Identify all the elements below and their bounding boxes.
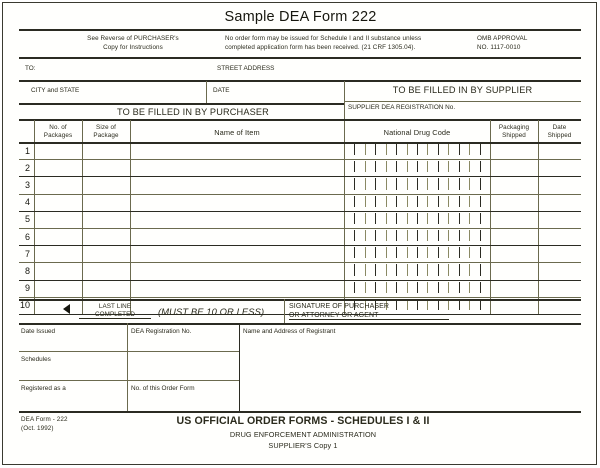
ndc-tick bbox=[375, 230, 376, 241]
rule-dateissued-bottom bbox=[19, 351, 239, 352]
ndc-tick bbox=[417, 213, 418, 224]
col-date-shipped-line2: Shipped bbox=[547, 132, 572, 139]
cell-date-shipped-row-8[interactable] bbox=[538, 263, 581, 278]
ndc-tick bbox=[427, 213, 428, 224]
cell-name-of-item-row-1[interactable] bbox=[130, 143, 344, 158]
ndc-tick bbox=[480, 230, 481, 241]
rule-header-bottom bbox=[19, 57, 581, 59]
ndc-tick bbox=[354, 161, 355, 172]
omb-approval-line2: NO. 1117-0010 bbox=[477, 44, 521, 51]
cell-packaging-shipped-row-3[interactable] bbox=[490, 177, 538, 192]
footer-main-line: US OFFICIAL ORDER FORMS - SCHEDULES I & II bbox=[176, 415, 430, 427]
ndc-tick bbox=[448, 196, 449, 207]
ndc-tick bbox=[417, 282, 418, 293]
row-number: 4 bbox=[24, 197, 30, 208]
cell-size-of-package-row-6[interactable] bbox=[82, 229, 130, 244]
row-number: 2 bbox=[24, 162, 30, 173]
ndc-tick bbox=[365, 161, 366, 172]
divider-lastline-signature bbox=[284, 299, 285, 323]
ndc-tick bbox=[448, 178, 449, 189]
row-number: 9 bbox=[24, 283, 30, 294]
col-no-of-packages-line2: Packages bbox=[43, 132, 73, 139]
cell-size-of-package-row-8[interactable] bbox=[82, 263, 130, 278]
ndc-tick bbox=[480, 178, 481, 189]
row-number: 10 bbox=[19, 300, 30, 311]
ndc-tick bbox=[469, 161, 470, 172]
ndc-tick bbox=[427, 161, 428, 172]
ndc-tick bbox=[386, 282, 387, 293]
ndc-tick bbox=[427, 144, 428, 155]
purchaser-banner: TO BE FILLED IN BY PURCHASER bbox=[117, 107, 269, 117]
ndc-tick bbox=[448, 144, 449, 155]
ndc-tick bbox=[459, 196, 460, 207]
ndc-tick bbox=[417, 264, 418, 275]
cell-name-of-item-row-3[interactable] bbox=[130, 177, 344, 192]
schedules-label: Schedules bbox=[21, 356, 51, 363]
ndc-tick bbox=[407, 178, 408, 189]
ndc-tick bbox=[480, 247, 481, 258]
ndc-tick bbox=[354, 264, 355, 275]
ndc-tick bbox=[375, 282, 376, 293]
cell-packaging-shipped-row-7[interactable] bbox=[490, 246, 538, 261]
ndc-tick bbox=[417, 178, 418, 189]
ndc-tick bbox=[375, 213, 376, 224]
ndc-tick bbox=[375, 178, 376, 189]
row-number: 5 bbox=[24, 214, 30, 225]
ndc-tick bbox=[459, 178, 460, 189]
ndc-tick bbox=[417, 230, 418, 241]
cell-size-of-package-row-4[interactable] bbox=[82, 195, 130, 210]
rule-lastline-top bbox=[19, 299, 581, 301]
ndc-tick bbox=[469, 230, 470, 241]
ndc-tick bbox=[459, 144, 460, 155]
cell-no-of-packages-row-4[interactable] bbox=[34, 195, 82, 210]
signature-label-line1: SIGNATURE OF PURCHASER bbox=[289, 303, 390, 310]
last-line-note: (MUST BE 10 OR LESS) bbox=[158, 306, 265, 317]
ndc-tick bbox=[448, 161, 449, 172]
ndc-tick bbox=[386, 247, 387, 258]
cell-name-of-item-row-2[interactable] bbox=[130, 160, 344, 175]
cell-packaging-shipped-row-4[interactable] bbox=[490, 195, 538, 210]
ndc-tick bbox=[375, 247, 376, 258]
ndc-tick bbox=[386, 213, 387, 224]
col-size-of-package-line1: Size of bbox=[96, 124, 116, 131]
ndc-tick bbox=[396, 213, 397, 224]
cell-size-of-package-row-2[interactable] bbox=[82, 160, 130, 175]
page-title: Sample DEA Form 222 bbox=[224, 9, 377, 25]
ndc-tick bbox=[386, 230, 387, 241]
ndc-tick bbox=[354, 178, 355, 189]
ndc-tick bbox=[438, 230, 439, 241]
ndc-tick bbox=[396, 230, 397, 241]
col-name-of-item: Name of Item bbox=[214, 128, 260, 137]
cell-name-of-item-row-5[interactable] bbox=[130, 212, 344, 227]
ndc-tick bbox=[469, 247, 470, 258]
col-packaging-shipped-line2: Shipped bbox=[502, 132, 526, 139]
ndc-tick bbox=[459, 213, 460, 224]
ndc-tick bbox=[438, 161, 439, 172]
ndc-tick bbox=[427, 247, 428, 258]
ndc-tick bbox=[396, 282, 397, 293]
cell-date-shipped-row-6[interactable] bbox=[538, 229, 581, 244]
cell-no-of-packages-row-6[interactable] bbox=[34, 229, 82, 244]
col-size-of-package-line2: Package bbox=[93, 132, 119, 139]
rule-schedules-bottom bbox=[19, 380, 239, 381]
ndc-tick bbox=[365, 264, 366, 275]
ndc-tick bbox=[480, 196, 481, 207]
col-national-drug-code: National Drug Code bbox=[383, 128, 451, 137]
ndc-tick bbox=[469, 282, 470, 293]
ndc-tick bbox=[448, 264, 449, 275]
ndc-tick bbox=[469, 144, 470, 155]
rule-lastline-bottom bbox=[19, 323, 581, 325]
cell-date-shipped-row-4[interactable] bbox=[538, 195, 581, 210]
cell-name-of-item-row-4[interactable] bbox=[130, 195, 344, 210]
ndc-tick bbox=[417, 144, 418, 155]
ndc-tick bbox=[427, 230, 428, 241]
footer-agency: DRUG ENFORCEMENT ADMINISTRATION bbox=[229, 430, 377, 439]
ndc-tick bbox=[480, 213, 481, 224]
reverse-note-line1: See Reverse of PURCHASER's bbox=[87, 35, 179, 42]
ndc-tick bbox=[427, 282, 428, 293]
to-label: TO: bbox=[25, 65, 36, 72]
ndc-tick bbox=[375, 144, 376, 155]
ndc-tick bbox=[438, 196, 439, 207]
row-number: 6 bbox=[24, 231, 30, 242]
ndc-tick bbox=[365, 144, 366, 155]
cell-date-shipped-row-2[interactable] bbox=[538, 160, 581, 175]
ndc-tick bbox=[407, 264, 408, 275]
rule-header-top bbox=[19, 29, 581, 31]
order-note-line1: No order form may be issued for Schedule I and II substance unless bbox=[225, 35, 422, 42]
ndc-tick bbox=[417, 196, 418, 207]
ndc-tick bbox=[375, 196, 376, 207]
divider-left-right-fields bbox=[239, 323, 240, 411]
ndc-tick bbox=[448, 247, 449, 258]
ndc-tick bbox=[459, 230, 460, 241]
ndc-tick bbox=[386, 144, 387, 155]
ndc-tick bbox=[438, 264, 439, 275]
ndc-tick bbox=[459, 247, 460, 258]
footer-form-date: (Oct. 1992) bbox=[21, 425, 54, 432]
ndc-tick bbox=[365, 178, 366, 189]
ndc-tick bbox=[354, 247, 355, 258]
divider-city-date bbox=[206, 81, 207, 103]
footer-form-number: DEA Form - 222 bbox=[21, 416, 68, 423]
rule-supplier-banner-bottom bbox=[344, 101, 581, 102]
ndc-tick bbox=[427, 178, 428, 189]
ndc-tick bbox=[407, 161, 408, 172]
cell-packaging-shipped-row-1[interactable] bbox=[490, 143, 538, 158]
ndc-tick bbox=[396, 144, 397, 155]
registered-as-a-label: Registered as a bbox=[21, 385, 66, 392]
ndc-tick bbox=[407, 230, 408, 241]
ndc-tick bbox=[438, 144, 439, 155]
ndc-tick bbox=[448, 282, 449, 293]
ndc-tick bbox=[480, 264, 481, 275]
cell-date-shipped-row-3[interactable] bbox=[538, 177, 581, 192]
cell-date-shipped-row-5[interactable] bbox=[538, 212, 581, 227]
dea-registration-no-label: DEA Registration No. bbox=[131, 328, 192, 335]
ndc-tick bbox=[480, 161, 481, 172]
ndc-tick bbox=[386, 196, 387, 207]
ndc-tick bbox=[365, 247, 366, 258]
cell-name-of-item-row-6[interactable] bbox=[130, 229, 344, 244]
omb-approval-line1: OMB APPROVAL bbox=[477, 35, 528, 42]
name-address-registrant-label: Name and Address of Registrant bbox=[243, 328, 336, 335]
rule-city-bottom bbox=[19, 103, 344, 105]
cell-no-of-packages-row-3[interactable] bbox=[34, 177, 82, 192]
ndc-tick bbox=[438, 282, 439, 293]
ndc-tick bbox=[417, 247, 418, 258]
ndc-tick bbox=[386, 161, 387, 172]
ndc-tick bbox=[407, 247, 408, 258]
no-of-order-form-label: No. of this Order Form bbox=[131, 385, 195, 392]
ndc-tick bbox=[396, 178, 397, 189]
supplier-banner: TO BE FILLED IN BY SUPPLIER bbox=[392, 85, 533, 95]
cell-size-of-package-row-1[interactable] bbox=[82, 143, 130, 158]
rule-address-bottom bbox=[19, 80, 581, 82]
cell-size-of-package-row-7[interactable] bbox=[82, 246, 130, 261]
ndc-tick bbox=[448, 213, 449, 224]
cell-size-of-package-row-3[interactable] bbox=[82, 177, 130, 192]
ndc-tick bbox=[365, 196, 366, 207]
ndc-tick bbox=[365, 230, 366, 241]
row-number: 8 bbox=[24, 265, 30, 276]
ndc-tick bbox=[459, 282, 460, 293]
ndc-tick bbox=[354, 196, 355, 207]
divider-dateissued-dearegno bbox=[127, 323, 128, 411]
ndc-tick bbox=[459, 161, 460, 172]
last-line-arrow-icon bbox=[63, 304, 70, 314]
ndc-tick bbox=[396, 196, 397, 207]
ndc-tick bbox=[469, 264, 470, 275]
ndc-tick bbox=[480, 144, 481, 155]
ndc-tick bbox=[375, 161, 376, 172]
ndc-tick bbox=[459, 264, 460, 275]
city-state-label: CITY and STATE bbox=[31, 87, 80, 94]
ndc-tick bbox=[417, 161, 418, 172]
col-packaging-shipped-line1: Packaging bbox=[498, 124, 530, 131]
reverse-note-line2: Copy for Instructions bbox=[103, 44, 163, 51]
ndc-tick bbox=[375, 264, 376, 275]
cell-name-of-item-row-8[interactable] bbox=[130, 263, 344, 278]
ndc-tick bbox=[396, 264, 397, 275]
ndc-tick bbox=[354, 282, 355, 293]
ndc-tick bbox=[354, 230, 355, 241]
signature-label-line2: OR ATTORNEY OR AGENT bbox=[289, 312, 449, 320]
last-line-label-line1: LAST LINE bbox=[98, 303, 132, 310]
cell-name-of-item-row-7[interactable] bbox=[130, 246, 344, 261]
cell-date-shipped-row-7[interactable] bbox=[538, 246, 581, 261]
date-label: DATE bbox=[213, 87, 230, 94]
ndc-tick bbox=[469, 196, 470, 207]
cell-packaging-shipped-row-9[interactable] bbox=[490, 281, 538, 296]
cell-packaging-shipped-row-6[interactable] bbox=[490, 229, 538, 244]
ndc-tick bbox=[396, 161, 397, 172]
row-number: 1 bbox=[24, 145, 30, 156]
cell-no-of-packages-row-1[interactable] bbox=[34, 143, 82, 158]
cell-size-of-package-row-5[interactable] bbox=[82, 212, 130, 227]
ndc-tick bbox=[365, 213, 366, 224]
cell-no-of-packages-row-2[interactable] bbox=[34, 160, 82, 175]
cell-no-of-packages-row-5[interactable] bbox=[34, 212, 82, 227]
cell-date-shipped-row-1[interactable] bbox=[538, 143, 581, 158]
cell-size-of-package-row-9[interactable] bbox=[82, 281, 130, 296]
dea-form-222 bbox=[2, 2, 597, 465]
ndc-tick bbox=[438, 247, 439, 258]
ndc-tick bbox=[469, 213, 470, 224]
ndc-tick bbox=[427, 196, 428, 207]
row-number: 3 bbox=[24, 179, 30, 190]
cell-packaging-shipped-row-2[interactable] bbox=[490, 160, 538, 175]
rule-purchaser-banner-bottom bbox=[19, 119, 581, 121]
cell-no-of-packages-row-7[interactable] bbox=[34, 246, 82, 261]
cell-date-shipped-row-9[interactable] bbox=[538, 281, 581, 296]
ndc-tick bbox=[396, 247, 397, 258]
ndc-tick bbox=[407, 282, 408, 293]
ndc-tick bbox=[386, 178, 387, 189]
cell-no-of-packages-row-8[interactable] bbox=[34, 263, 82, 278]
cell-name-of-item-row-9[interactable] bbox=[130, 281, 344, 296]
supplier-registration-label: SUPPLIER DEA REGISTRATION No. bbox=[348, 104, 456, 111]
cell-packaging-shipped-row-5[interactable] bbox=[490, 212, 538, 227]
ndc-tick bbox=[438, 213, 439, 224]
ndc-tick bbox=[354, 213, 355, 224]
footer-copy: SUPPLIER'S Copy 1 bbox=[268, 441, 338, 450]
ndc-tick bbox=[386, 264, 387, 275]
ndc-tick bbox=[469, 178, 470, 189]
rule-fields-bottom bbox=[19, 411, 581, 413]
ndc-tick bbox=[354, 144, 355, 155]
cell-packaging-shipped-row-8[interactable] bbox=[490, 263, 538, 278]
row-number: 7 bbox=[24, 248, 30, 259]
ndc-tick bbox=[480, 282, 481, 293]
date-issued-label: Date Issued bbox=[21, 328, 56, 335]
ndc-tick bbox=[407, 213, 408, 224]
col-date-shipped-line1: Date bbox=[552, 124, 567, 131]
order-note-line2: completed application form has been received. (21 CRF 1305.04). bbox=[225, 44, 416, 51]
ndc-tick bbox=[438, 178, 439, 189]
ndc-tick bbox=[448, 230, 449, 241]
cell-no-of-packages-row-9[interactable] bbox=[34, 281, 82, 296]
last-line-label-line2: COMPLETED bbox=[79, 311, 151, 319]
col-no-of-packages-line1: No. of bbox=[49, 124, 67, 131]
ndc-tick bbox=[365, 282, 366, 293]
street-address-label: STREET ADDRESS bbox=[217, 65, 275, 72]
ndc-tick bbox=[407, 196, 408, 207]
ndc-tick bbox=[427, 264, 428, 275]
ndc-tick bbox=[407, 144, 408, 155]
